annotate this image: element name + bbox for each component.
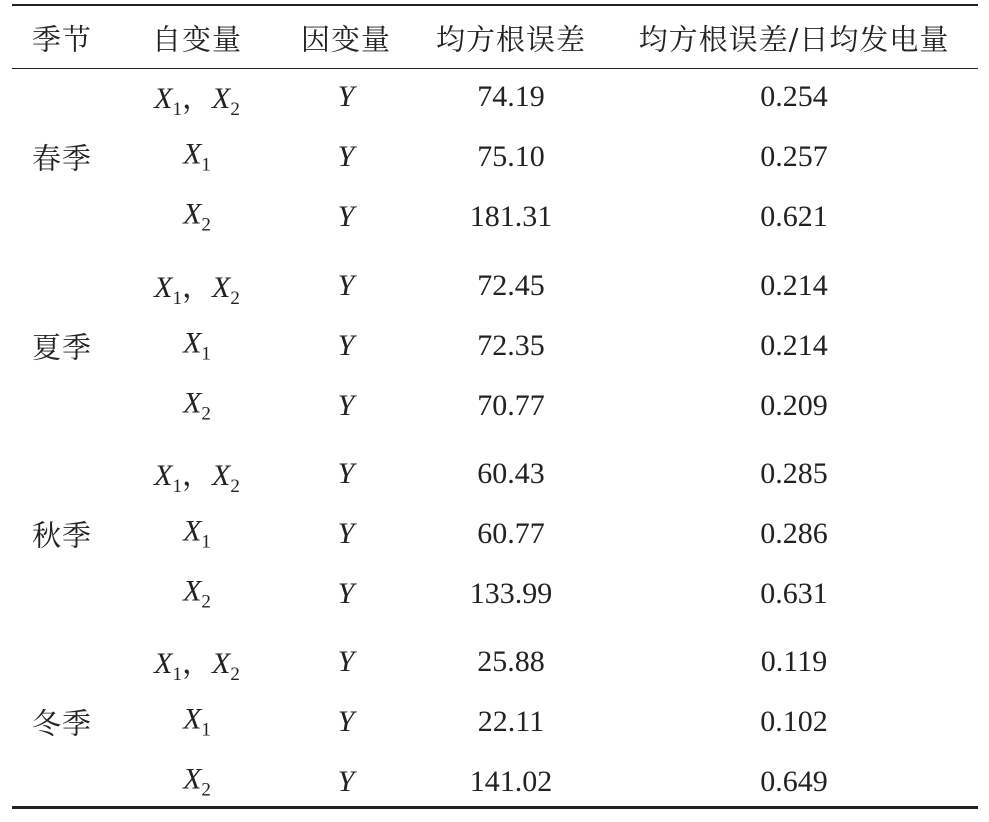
independent-variable-cell — [183, 575, 211, 614]
variable-subscript: 1 — [172, 663, 182, 685]
independent-variable-cell — [183, 327, 211, 366]
header-independent-variable: 自变量 — [151, 22, 243, 57]
rmse-cell: 25.88 — [477, 645, 545, 678]
variable-subscript: 1 — [201, 343, 211, 365]
variable-symbol: X — [183, 702, 202, 736]
variable-subscript: 2 — [201, 779, 211, 801]
variable-symbol: X — [183, 137, 202, 171]
independent-variable-cell — [154, 73, 240, 121]
season-cell: 秋季 — [31, 518, 93, 553]
independent-variable-cell — [183, 198, 211, 237]
variable-separator: ， — [182, 646, 212, 682]
dependent-variable-cell: Y — [337, 765, 355, 798]
rmse-ratio-cell: 0.621 — [760, 200, 828, 233]
rmse-cell: 60.43 — [477, 457, 545, 490]
variable-subscript: 1 — [201, 719, 211, 741]
variable-symbol: X — [154, 647, 173, 681]
variable-subscript: 2 — [201, 403, 211, 425]
header-rmse-ratio: 均方根误差/日均发电量 — [638, 22, 950, 57]
variable-symbol: X — [154, 271, 173, 305]
rmse-cell: 22.11 — [477, 705, 545, 738]
variable-separator: ， — [182, 270, 212, 306]
variable-subscript: 2 — [201, 214, 211, 236]
rmse-ratio-cell: 0.214 — [760, 269, 828, 302]
rmse-cell: 60.77 — [477, 517, 545, 550]
variable-symbol: X — [183, 326, 202, 360]
season-cell: 夏季 — [31, 330, 93, 365]
season-cell: 春季 — [31, 141, 93, 176]
variable-separator: ， — [182, 81, 212, 117]
variable-symbol: X — [212, 271, 231, 305]
variable-symbol: X — [212, 647, 231, 681]
dependent-variable-cell: Y — [337, 329, 355, 362]
variable-symbol: X — [183, 762, 202, 796]
rmse-ratio-cell: 0.631 — [760, 577, 828, 610]
dependent-variable-cell: Y — [337, 577, 355, 610]
rmse-cell: 75.10 — [477, 140, 545, 173]
variable-subscript: 2 — [230, 663, 240, 685]
independent-variable-cell — [183, 763, 211, 802]
rmse-ratio-cell: 0.257 — [760, 140, 828, 173]
rmse-cell: 74.19 — [477, 80, 545, 113]
variable-symbol: X — [183, 514, 202, 548]
rmse-cell: 181.31 — [469, 200, 553, 233]
variable-symbol: X — [212, 82, 231, 116]
rmse-cell: 72.45 — [477, 269, 545, 302]
variable-subscript: 2 — [201, 591, 211, 613]
variable-subscript: 1 — [172, 287, 182, 309]
variable-subscript: 1 — [201, 154, 211, 176]
variable-subscript: 1 — [172, 98, 182, 120]
rmse-cell: 70.77 — [477, 389, 545, 422]
rmse-ratio-cell: 0.254 — [760, 80, 828, 113]
variable-subscript: 1 — [172, 475, 182, 497]
dependent-variable-cell: Y — [337, 269, 355, 302]
dependent-variable-cell: Y — [337, 389, 355, 422]
variable-symbol: X — [212, 459, 231, 493]
rmse-ratio-cell: 0.285 — [760, 457, 828, 490]
dependent-variable-cell: Y — [337, 200, 355, 233]
dependent-variable-cell: Y — [337, 80, 355, 113]
rmse-cell: 72.35 — [477, 329, 545, 362]
dependent-variable-cell: Y — [337, 457, 355, 490]
rmse-ratio-cell: 0.649 — [760, 765, 828, 798]
variable-subscript: 2 — [230, 475, 240, 497]
independent-variable-cell — [183, 138, 211, 177]
independent-variable-cell — [183, 387, 211, 426]
season-cell: 冬季 — [31, 706, 93, 741]
variable-symbol: X — [154, 459, 173, 493]
dependent-variable-cell: Y — [337, 705, 355, 738]
variable-subscript: 2 — [230, 98, 240, 120]
rmse-cell: 133.99 — [469, 577, 553, 610]
variable-symbol: X — [183, 197, 202, 231]
rmse-ratio-cell: 0.102 — [760, 705, 828, 738]
rmse-ratio-cell: 0.286 — [760, 517, 828, 550]
variable-symbol: X — [183, 574, 202, 608]
table-top-rule — [12, 4, 978, 6]
header-dependent-variable: 因变量 — [300, 22, 392, 57]
table-header-rule — [12, 68, 978, 69]
header-rmse: 均方根误差 — [435, 22, 587, 57]
independent-variable-cell — [183, 515, 211, 554]
rmse-cell: 141.02 — [469, 765, 553, 798]
variable-subscript: 2 — [230, 287, 240, 309]
variable-symbol: X — [183, 386, 202, 420]
dependent-variable-cell: Y — [337, 140, 355, 173]
rmse-ratio-cell: 0.209 — [760, 389, 828, 422]
rmse-ratio-cell: 0.214 — [760, 329, 828, 362]
independent-variable-cell — [154, 638, 240, 686]
variable-separator: ， — [182, 458, 212, 494]
variable-symbol: X — [154, 82, 173, 116]
independent-variable-cell — [183, 703, 211, 742]
dependent-variable-cell: Y — [337, 645, 355, 678]
independent-variable-cell — [154, 262, 240, 310]
variable-subscript: 1 — [201, 531, 211, 553]
table-bottom-rule — [12, 806, 978, 809]
dependent-variable-cell: Y — [337, 517, 355, 550]
independent-variable-cell — [154, 450, 240, 498]
rmse-ratio-cell: 0.119 — [760, 645, 828, 678]
header-season: 季节 — [31, 22, 93, 57]
